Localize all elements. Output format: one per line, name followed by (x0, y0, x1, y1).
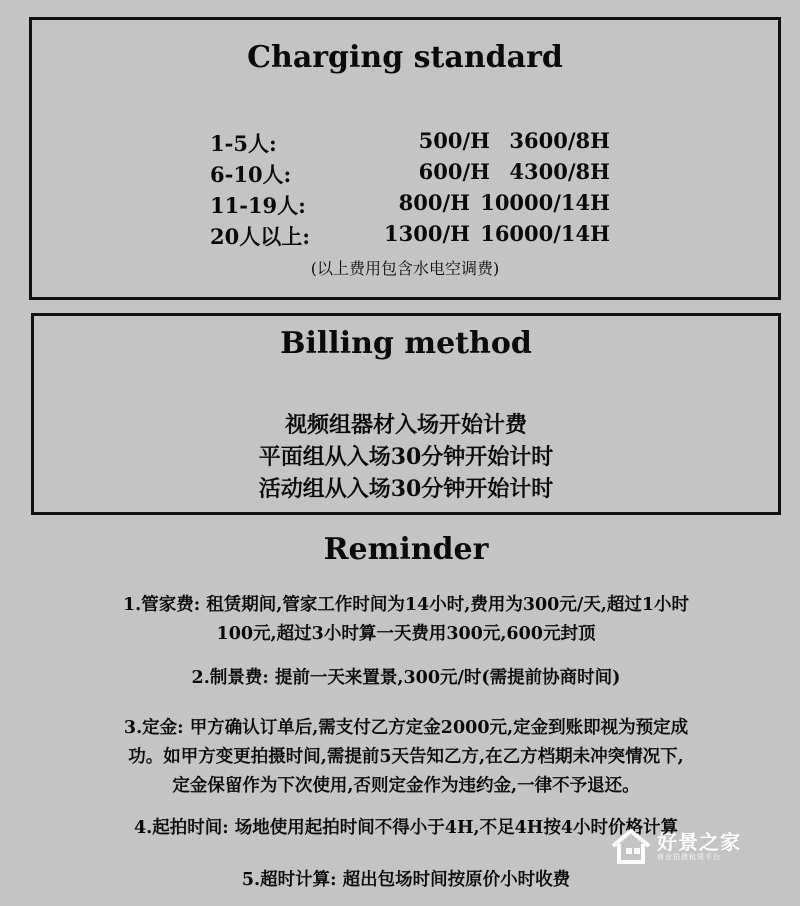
reminder-item-set-fee (40, 664, 772, 693)
hourly-rate: 800/H (398, 190, 470, 215)
reminder-line: 100元,超过3小时算一天费用300元,600元封顶 (216, 624, 596, 644)
reminder-line: 5.超时计算: 超出包场时间按原价小时收费 (241, 870, 571, 890)
reminder-line: 4.起拍时间: 场地使用起拍时间不得小于4H,不足4H按4小时价格计算 (133, 818, 678, 838)
billing-method-panel (31, 313, 781, 515)
hourly-rate: 500/H (418, 128, 490, 153)
hourly-rate: 1300/H (384, 221, 470, 246)
watermark-logo (611, 826, 771, 866)
reminder-line: 定金保留作为下次使用,否则定金作为违约金,一律不予退还。 (172, 776, 640, 796)
reminder-line: 2.制景费: 提前一天来置景,300元/时(需提前协商时间) (191, 668, 621, 688)
reminder-item-deposit (40, 714, 772, 801)
reminder-title: Reminder (323, 532, 489, 567)
group-size: 11-19人: (210, 193, 306, 218)
reminder-line: 3.定金: 甲方确认订单后,需支付乙方定金2000元,定金到账即视为预定成 (123, 718, 689, 738)
package-rate: 4300/8H (509, 159, 610, 184)
package-rate: 16000/14H (480, 221, 610, 246)
house-logo-icon (611, 828, 651, 864)
watermark-name: 好景之家 (657, 830, 741, 854)
billing-title: Billing method (280, 326, 532, 361)
reminder-item-butler-fee (40, 591, 772, 649)
reminder-item-overtime (40, 866, 772, 895)
billing-rule: 活动组从入场30分钟开始计时 (258, 476, 554, 502)
reminder-line: 功。如甲方变更拍摄时间,需提前5天告知乙方,在乙方档期未冲突情况下, (128, 747, 684, 767)
charging-standard-panel (29, 17, 781, 300)
package-rate: 10000/14H (480, 190, 610, 215)
group-size: 1-5人: (210, 131, 277, 156)
billing-rule: 平面组从入场30分钟开始计时 (258, 444, 554, 470)
price-note: (以上费用包含水电空调费) (310, 259, 500, 278)
watermark-subtitle: 商业拍摄租赁平台 (657, 853, 721, 861)
package-rate: 3600/8H (509, 128, 610, 153)
group-size: 6-10人: (210, 162, 292, 187)
charging-title: Charging standard (247, 40, 563, 75)
reminder-line: 1.管家费: 租赁期间,管家工作时间为14小时,费用为300元/天,超过1小时 (122, 595, 690, 615)
hourly-rate: 600/H (418, 159, 490, 184)
group-size: 20人以上: (210, 224, 310, 249)
billing-rule: 视频组器材入场开始计费 (284, 412, 527, 438)
